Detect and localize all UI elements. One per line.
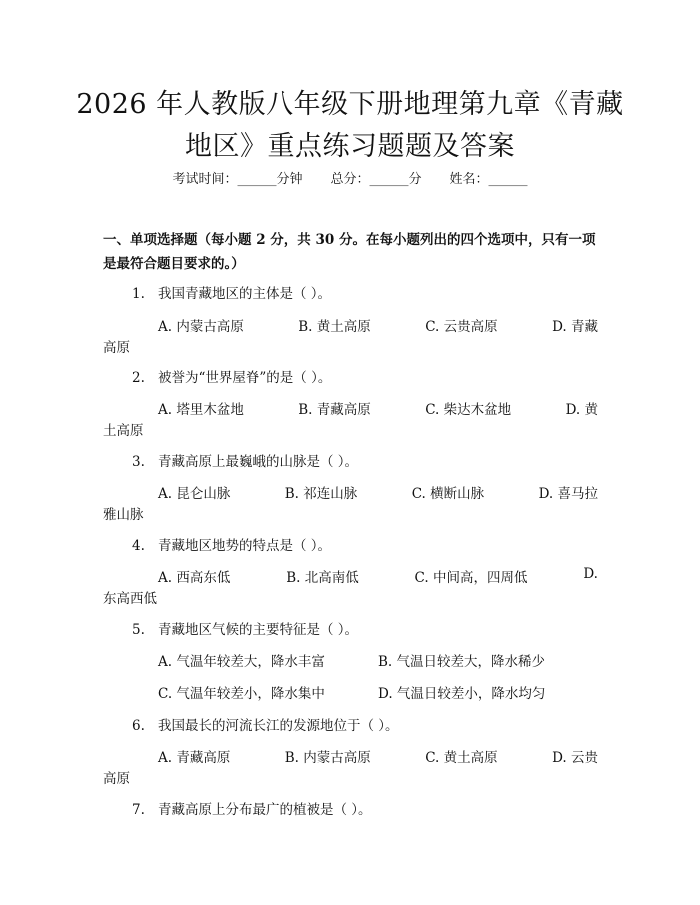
option-d: D. 黄 (565, 402, 598, 418)
option-d-wrap: 高原 (103, 340, 130, 356)
page-title-line-1: 2026 年人教版八年级下册地理第九章《青藏 (76, 89, 624, 120)
option-d: D. 气温日较差小，降水均匀 (378, 686, 546, 702)
option-a: A. 昆仑山脉 (158, 486, 231, 502)
question-stem: 青藏地区地势的特点是（ ）。 (158, 538, 332, 554)
section-heading-line-1: 一、单项选择题（每小题 2 分，共 30 分。在每小题列出的四个选项中，只有一项 (103, 232, 596, 248)
option-d: D. 喜马拉 (538, 486, 598, 502)
question-stem: 我国最长的河流长江的发源地位于（ ）。 (158, 718, 399, 734)
question-number: 5. (132, 622, 145, 638)
question-stem: 被誉为“世界屋脊”的是（ ）。 (158, 370, 332, 386)
question-number: 2. (132, 370, 145, 386)
section-heading (103, 228, 603, 276)
question-3 (132, 450, 358, 470)
question-3-options (158, 482, 598, 502)
option-d: D. 青藏 (552, 319, 598, 335)
exam-score: 总分：______分 (330, 172, 422, 187)
question-number: 3. (132, 454, 145, 470)
option-a: A. 青藏高原 (158, 750, 231, 766)
option-a: A. 塔里木盆地 (158, 402, 244, 418)
question-number: 4. (132, 538, 145, 554)
question-5 (132, 618, 358, 638)
question-6 (132, 714, 399, 734)
question-stem: 我国青藏地区的主体是（ ）。 (158, 286, 332, 302)
option-a: A. 内蒙古高原 (158, 319, 244, 335)
question-1-options (158, 315, 598, 335)
option-b: B. 祁连山脉 (284, 486, 358, 502)
option-b: B. 气温日较差大，降水稀少 (378, 654, 546, 670)
option-b: B. 青藏高原 (298, 402, 371, 418)
question-5-options-row-1 (158, 650, 546, 670)
question-6-options (158, 746, 598, 766)
question-1 (132, 282, 331, 302)
option-d-wrap: 土高原 (103, 423, 144, 439)
option-a: A. 西高东低 (158, 570, 231, 586)
option-c: C. 中间高，四周低 (414, 570, 528, 586)
option-c: C. 黄土高原 (425, 750, 498, 766)
option-d: D. (583, 566, 598, 582)
question-number: 1. (132, 286, 145, 302)
page-title-line-2: 地区》重点练习题题及答案 (185, 131, 515, 162)
question-number: 7. (132, 802, 145, 818)
option-b: B. 黄土高原 (298, 319, 371, 335)
option-d: D. 云贵 (552, 750, 598, 766)
option-b: B. 内蒙古高原 (284, 750, 371, 766)
question-number: 6. (132, 718, 145, 734)
exam-time: 考试时间：______分钟 (172, 172, 303, 187)
section-heading-line-2: 是最符合题目要求的。） (103, 256, 245, 272)
option-d-wrap: 东高西低 (103, 591, 157, 607)
option-c: C. 横断山脉 (411, 486, 485, 502)
question-2-options (158, 398, 598, 418)
question-7 (132, 798, 372, 818)
question-5-options-row-2 (158, 682, 546, 702)
option-d-wrap: 雅山脉 (103, 507, 144, 523)
question-stem: 青藏高原上分布最广的植被是（ ）。 (158, 802, 372, 818)
option-a: A. 气温年较差大，降水丰富 (158, 654, 325, 670)
question-4 (132, 534, 331, 554)
question-stem: 青藏地区气候的主要特征是（ ）。 (158, 622, 359, 638)
option-c: C. 云贵高原 (425, 319, 498, 335)
option-c: C. 柴达木盆地 (425, 402, 512, 418)
option-d-wrap: 高原 (103, 771, 130, 787)
question-2 (132, 366, 331, 386)
question-stem: 青藏高原上最巍峨的山脉是（ ）。 (158, 454, 359, 470)
question-4-options (158, 566, 598, 586)
option-b: B. 北高南低 (286, 570, 359, 586)
exam-info (0, 168, 700, 187)
exam-name: 姓名：______ (449, 172, 528, 187)
option-c: C. 气温年较差小，降水集中 (158, 686, 325, 702)
